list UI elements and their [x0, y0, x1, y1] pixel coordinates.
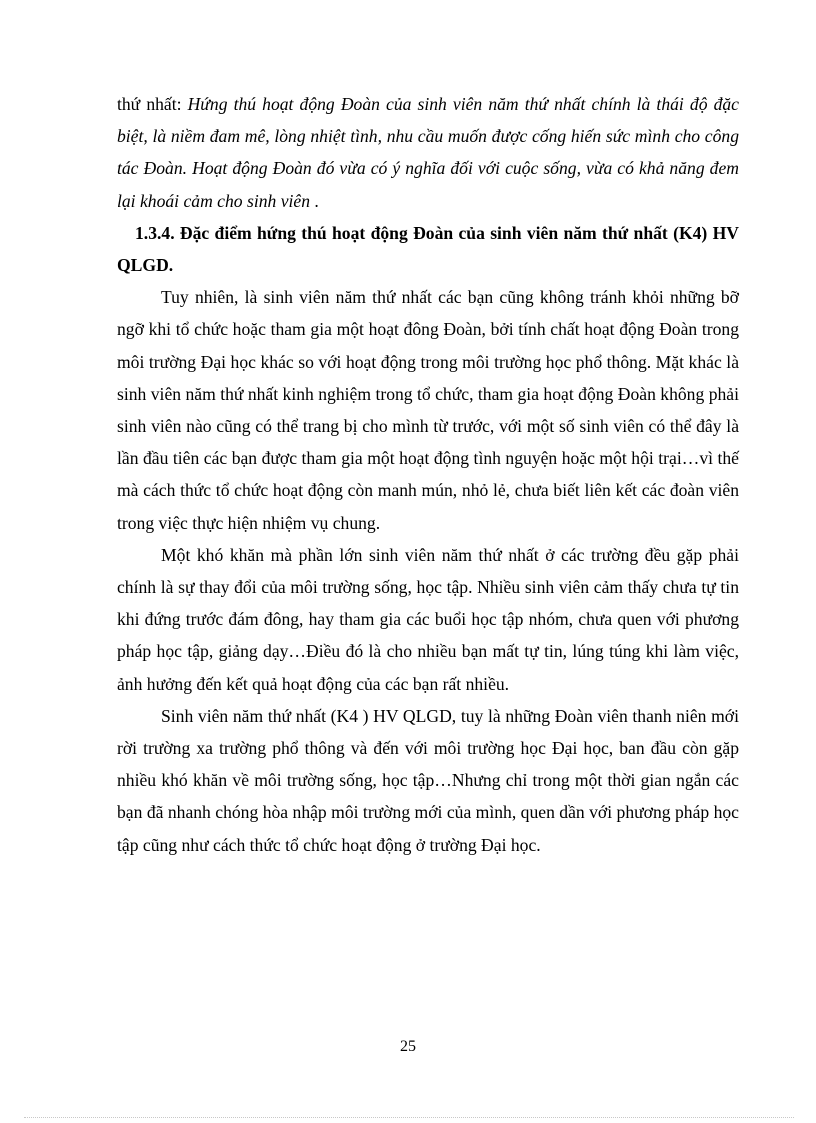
section-heading: 1.3.4. Đặc điểm hứng thú hoạt động Đoàn của sinh viên năm thứ nhất (K4) HV QLGD.	[117, 222, 739, 276]
body-paragraph-2: Một khó khăn mà phần lớn sinh viên năm thứ nhất ở các trường đều gặp phải chính là sự thay đổi của môi trường sống, học tập. Nhiều sinh viên cảm thấy chưa tự tin khi đứng trước đám đông, hay tham gia các buổi học tập nhóm, chưa quen với phương pháp học tập, giảng dạy…Điều đó là cho nhiều bạn mất tự tin, lúng túng khi làm việc, ảnh hưởng đến kết quả hoạt động của các bạn rất nhiều.	[117, 544, 739, 694]
intro-italic-text: Hứng thú hoạt động Đoàn của sinh viên năm thứ nhất chính là thái độ đặc biệt, là niềm đam mê, lòng nhiệt tình, nhu cầu muốn được cống hiến sức mình cho công tác Đoàn. Hoạt động Đoàn đó vừa có ý nghĩa đối với cuộc sống, vừa có khả năng đem lại khoái cảm cho sinh viên	[117, 94, 739, 211]
intro-lead-text: thứ nhất:	[117, 94, 188, 114]
document-body	[117, 88, 739, 861]
intro-tail-text: .	[310, 190, 319, 211]
body-paragraph-3: Sinh viên năm thứ nhất (K4 ) HV QLGD, tuy là những Đoàn viên thanh niên mới rời trường xa trường phổ thông và đến với môi trường học Đại học, ban đầu còn gặp nhiều khó khăn về môi trường sống, học tập…Nhưng chỉ trong một thời gian ngắn các bạn đã nhanh chóng hòa nhập môi trường mới của mình, quen dần với phương pháp học tập cũng như cách thức tổ chức hoạt động ở trường Đại học.	[117, 705, 739, 855]
body-paragraph-1: Tuy nhiên, là sinh viên năm thứ nhất các bạn cũng không tránh khỏi những bỡ ngỡ khi tổ chức hoặc tham gia một hoạt đông Đoàn, bởi tính chất hoạt động Đoàn trong môi trường Đại học khác so với hoạt động trong môi trường học phổ thông. Mặt khác là sinh viên năm thứ nhất kinh nghiệm trong tổ chức, tham gia hoạt động Đoàn không phải sinh viên nào cũng có thể trang bị cho mình từ trước, với một số sinh viên có thể đây là lần đầu tiên các bạn được tham gia một hoạt động tình nguyện hoặc một hội trại…vì thế mà cách thức tổ chức hoạt động còn manh mún, nhỏ lẻ, chưa biết liên kết các đoàn viên trong việc thực hiện nhiệm vụ chung.	[117, 287, 739, 533]
page-number: 25	[400, 1038, 416, 1055]
page-bottom-divider	[24, 1117, 794, 1118]
intro-paragraph	[117, 88, 739, 217]
